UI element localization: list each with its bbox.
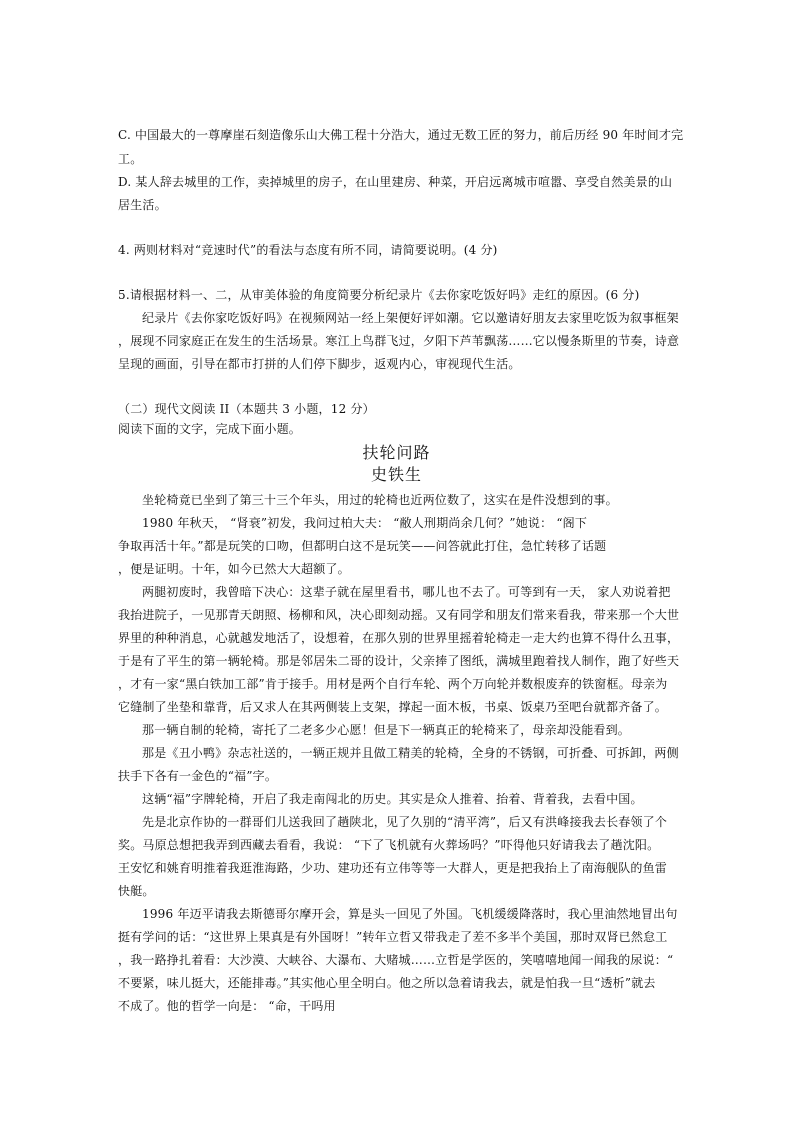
essay-line: 不成了。他的哲学一向是： “命，干吗用 xyxy=(118,999,336,1013)
essay-line: 扶手下各有一金色的“福”字。 xyxy=(118,769,278,783)
essay-line: 挺有学问的话：“这世界上果真是有外国呀！”转年立哲又带我走了差不多半个美国，那时双肾已然怠工 xyxy=(118,930,668,944)
option-d-line-1: D. 某人辞去城里的工作，卖掉城里的房子，在山里建房、种菜，开启远离城市喧嚣、享受自然美景的山 xyxy=(118,175,673,189)
essay-line: 于是有了平生的第一辆轮椅。那是邻居朱二哥的设计，父亲捧了图纸，满城里跑着找人制作，跑了好些天 xyxy=(118,654,680,668)
essay-line: 界里的种种消息，心就越发地活了，设想着，在那久别的世界里摇着轮椅走一走大约也算不得什么丑事， xyxy=(118,631,680,645)
essay-line: 1980 年秋天， “肾衰”初发，我问过柏大夫： “敝人刑期尚余几何？”她说： “阁下 xyxy=(142,516,588,530)
essay-line: 那一辆自制的轮椅，寄托了二老多少心愿！但是下一辆真正的轮椅来了，母亲却没能看到。 xyxy=(142,723,631,737)
essay-line: 争取再活十年。”都是玩笑的口吻，但都明白这不是玩笑——问答就此打住，急忙转移了话题 xyxy=(118,539,607,553)
essay-line: 奖。马原总想把我弄到西藏去看看，我说： “下了飞机就有火葬场吗？”吓得他只好请我去了趟沈阳。 xyxy=(118,838,660,852)
essay-line: 它缝制了坐垫和靠背，后又求人在其两侧装上支架，撑起一面木板，书桌、饭桌乃至吧台就都齐备了。 xyxy=(118,700,668,714)
question-5: 5.请根据材料一、二，从审美体验的角度简要分析纪录片《去你家吃饭好吗》走红的原因。(6 分) xyxy=(118,288,640,302)
essay-line: ，才有一家“黑白铁加工部”肯于接手。用材是两个自行车轮、两个万向轮并数根废弃的铁窗框。母亲为 xyxy=(118,677,668,691)
essay-line: 王安忆和姚育明推着我逛淮海路，少功、建功还有立伟等等一大群人，更是把我抬上了南海舰队的鱼雷 xyxy=(118,861,668,875)
essay-author: 史铁生 xyxy=(370,465,422,484)
question-5-material-line-1: 纪录片《去你家吃饭好吗》在视频网站一经上架便好评如潮。它以邀请好朋友去家里吃饭为叙事框架 xyxy=(142,311,679,325)
essay-line: 那是《丑小鸭》杂志社送的，一辆正规并且做工精美的轮椅，全身的不锈钢，可折叠、可拆卸，两侧 xyxy=(142,746,679,760)
section-header: （二）现代文阅读 II（本题共 3 小题，12 分） xyxy=(118,402,375,416)
essay-line: 1996 年迈平请我去斯德哥尔摩开会，算是头一回见了外国。飞机缓缓降落时，我心里油然地冒出句 xyxy=(142,907,678,921)
essay-line: 我抬进院子，一见那青天朗照、杨柳和风，决心即刻动摇。又有同学和朋友们常来看我，带来那一个大世 xyxy=(118,608,680,622)
essay-line: 快艇。 xyxy=(118,884,155,898)
reading-instruction: 阅读下面的文字，完成下面小题。 xyxy=(118,422,302,436)
option-c-line-2: 工。 xyxy=(118,152,143,166)
essay-line: ，我一路挣扎着看：大沙漠、大峡谷、大瀑布、大赌城……立哲是学医的，笑嘻嘻地闻一闻我的尿说：“ xyxy=(118,953,674,967)
essay-line: 坐轮椅竟已坐到了第三十三个年头，用过的轮椅也近两位数了，这实在是件没想到的事。 xyxy=(142,493,618,507)
essay-line: 两腿初废时，我曾暗下决心：这辈子就在屋里看书，哪儿也不去了。可等到有一天， 家人劝说着把 xyxy=(142,585,671,599)
essay-line: ，便是证明。十年，如今已然大大超额了。 xyxy=(118,562,350,576)
option-d-line-2: 居生活。 xyxy=(118,198,167,212)
option-c-line-1: C. 中国最大的一尊摩崖石刻造像乐山大佛工程十分浩大，通过无数工匠的努力，前后历经 90 年时间才完 xyxy=(118,128,684,142)
question-5-material-line-2: ，展现不同家庭正在发生的生活场景。寒江上鸟群飞过，夕阳下芦苇飘荡……它以慢条斯里的节奏，诗意 xyxy=(118,334,680,348)
question-4: 4. 两则材料对“竞速时代”的看法与态度有所不同，请简要说明。(4 分) xyxy=(118,243,498,257)
question-5-material-line-3: 呈现的画面，引导在都市打拼的人们停下脚步，返观内心，审视现代生活。 xyxy=(118,357,521,371)
essay-line: 先是北京作协的一群哥们儿送我回了趟陕北，见了久别的“清平湾”，后又有洪峰接我去长春领了个 xyxy=(142,815,668,829)
essay-title: 扶轮问路 xyxy=(362,443,431,462)
essay-line: 这辆“福”字牌轮椅，开启了我走南闯北的历史。其实是众人推着、抬着、背着我，去看中国。 xyxy=(142,792,643,806)
essay-line: 不要紧，味儿挺大，还能排毒。”其实他心里全明白。他之所以急着请我去，就是怕我一旦“透析”就去 xyxy=(118,976,656,990)
